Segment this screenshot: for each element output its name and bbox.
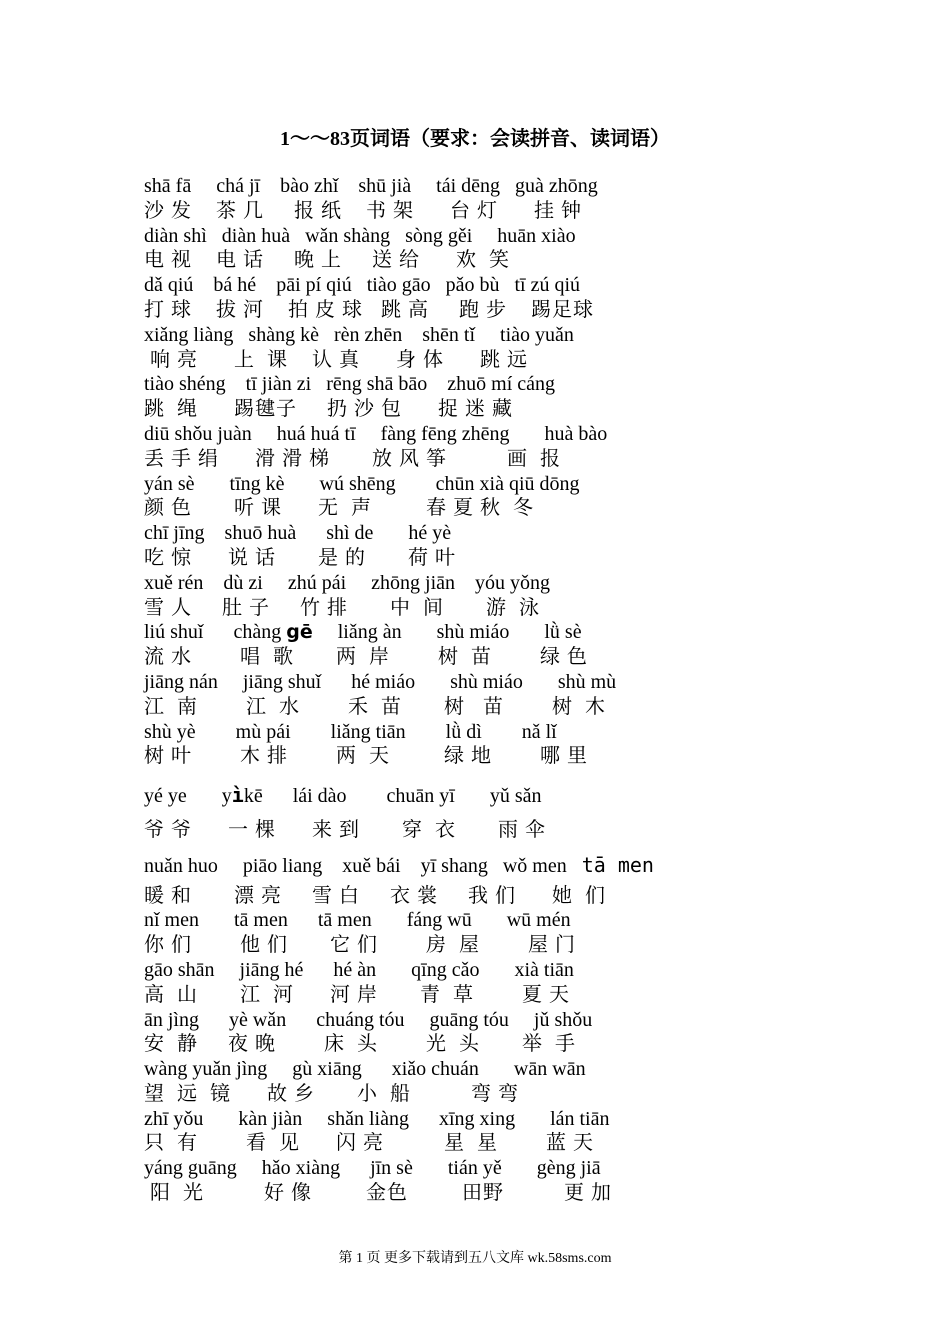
hanzi-row: 高 山 江 河 河 岸 青 草 夏 天: [144, 983, 570, 1006]
pinyin-row: tiào shéng tī jiàn zi rēng shā bāo zhuō mí cáng: [144, 373, 556, 396]
pinyin-row: wàng yuǎn jìng gù xiāng xiǎo chuán wān wān: [144, 1058, 586, 1081]
pinyin-bold-text: gē: [286, 621, 313, 644]
hanzi-row: 暖 和 漂 亮 雪 白 衣 裳 我 们 她 们: [144, 884, 606, 907]
pinyin-text: kē lái dào chuān yī yǔ sǎn: [243, 785, 542, 808]
hanzi-row: 响 亮 上 课 认 真 身 体 跳 远: [144, 348, 528, 371]
hanzi-row: 江 南 江 水 禾 苗 树 苗 树 木: [144, 695, 606, 718]
pinyin-row: [144, 620, 904, 645]
pinyin-text: liú shuǐ chàng: [144, 621, 287, 644]
hanzi-row: 电 视 电 话 晚 上 送 给 欢 笑: [144, 249, 510, 272]
hanzi-row: 流 水 唱 歌 两 岸 树 苗 绿 色: [144, 646, 588, 669]
pinyin-row: [144, 783, 904, 808]
hanzi-row: 吃 惊 说 话 是 的 荷 叶: [144, 546, 456, 569]
pinyin-row: yáng guāng hǎo xiàng jīn sè tián yě gèng jiā: [144, 1157, 601, 1180]
pinyin-row: diàn shì diàn huà wǎn shàng sòng gěi huān xiào: [144, 224, 576, 247]
page-footer: 第 1 页 更多下载请到五八文库 wk.58sms.com: [338, 1251, 612, 1266]
hanzi-row: 树 叶 木 排 两 天 绿 地 哪 里: [144, 745, 588, 768]
hanzi-row: 沙 发 茶 几 报 纸 书 架 台 灯 挂 钟: [144, 199, 582, 222]
pinyin-text: yé ye y: [144, 785, 232, 808]
hanzi-row: 你 们 他 们 它 们 房 屋 屋 门: [144, 934, 576, 957]
pinyin-bold-text: ì: [231, 783, 244, 808]
pinyin-row: gāo shān jiāng hé hé àn qīng cǎo xià tiān: [144, 958, 574, 981]
pinyin-row: xuě rén dù zi zhú pái zhōng jiān yóu yǒng: [144, 571, 551, 594]
hanzi-row: 望 远 镜 故 乡 小 船 弯 弯: [144, 1082, 519, 1105]
page-title: 1～～83页词语（要求：会读拼音、读词语）: [280, 128, 670, 150]
spacer: [144, 808, 904, 818]
pinyin-row: chī jīng shuō huà shì de hé yè: [144, 522, 452, 545]
pinyin-row: zhī yǒu kàn jiàn shǎn liàng xīng xing lán tiān: [144, 1107, 610, 1130]
pinyin-text: liǎng àn shù miáo lǜ sè: [312, 621, 582, 644]
pinyin-row: shā fā chá jī bào zhǐ shū jià tái dēng guà zhōng: [144, 175, 598, 197]
hanzi-row: 丢 手 绢 滑 滑 梯 放 风 筝 画 报: [144, 447, 561, 470]
pinyin-row: [144, 853, 904, 878]
pinyin-text: nuǎn huo piāo liang xuě bái yī shang wǒ men: [144, 854, 582, 877]
pinyin-row: jiāng nán jiāng shuǐ hé miáo shù miáo shù mù: [144, 670, 617, 693]
pinyin-row: xiǎng liàng shàng kè rèn zhēn shēn tǐ tiào yuǎn: [144, 323, 574, 346]
hanzi-row: 颜 色 听 课 无 声 春 夏 秋 冬: [144, 497, 534, 520]
pinyin-row: shù yè mù pái liǎng tiān lǜ dì nǎ lǐ: [144, 720, 557, 743]
word-list: [144, 174, 904, 1206]
hanzi-row: 打 球 拔 河 拍 皮 球 跳 高 跑 步 踢足球: [144, 298, 594, 321]
hanzi-row: 雪 人 肚 子 竹 排 中 间 游 泳: [144, 596, 540, 619]
spacer: [144, 769, 904, 783]
pinyin-row: nǐ men tā men tā men fáng wū wū mén: [144, 909, 571, 932]
spacer: [144, 843, 904, 853]
pinyin-row: dǎ qiú bá hé pāi pí qiú tiào gāo pǎo bù tī zú qiú: [144, 274, 581, 297]
hanzi-row: 安 静 夜 晚 床 头 光 头 举 手: [144, 1033, 576, 1056]
hanzi-row: 爷 爷 一 棵 来 到 穿 衣 雨 伞: [144, 818, 546, 841]
pinyin-row: ān jìng yè wǎn chuáng tóu guāng tóu jǔ shǒu: [144, 1008, 593, 1031]
hanzi-row: 只 有 看 见 闪 亮 星 星 蓝 天: [144, 1132, 594, 1155]
hanzi-row: 阳 光 好 像 金色 田野 更 加: [144, 1182, 612, 1205]
hanzi-row: 跳 绳 踢毽子 扔 沙 包 捉 迷 藏: [144, 398, 513, 421]
pinyin-row: diū shǒu juàn huá huá tī fàng fēng zhēng huà bào: [144, 422, 608, 445]
pinyin-row: yán sè tīng kè wú shēng chūn xià qiū dōng: [144, 472, 580, 495]
pinyin-mono-text: tā men: [581, 852, 654, 877]
